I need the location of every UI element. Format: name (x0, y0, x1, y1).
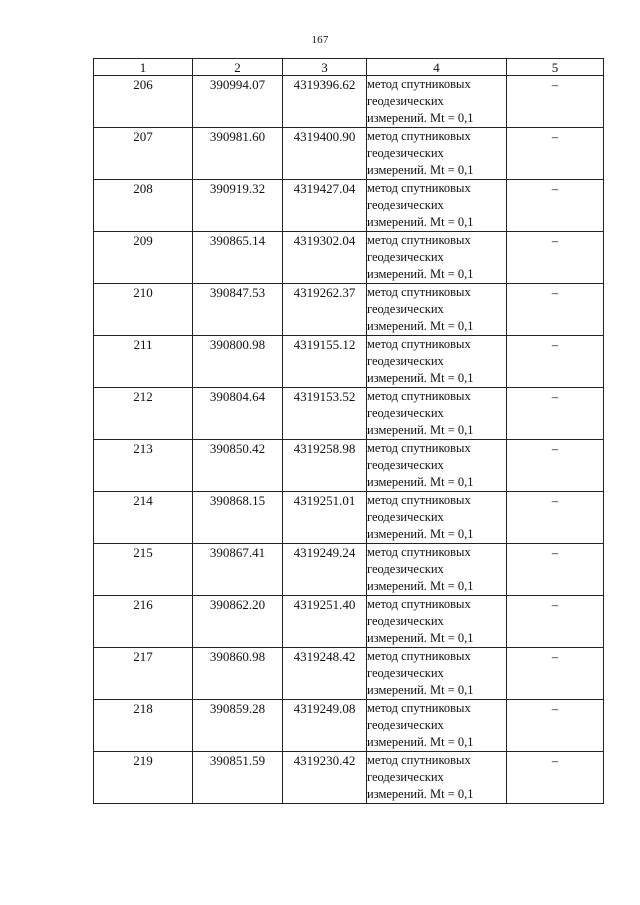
point-number-cell: 212 (94, 388, 193, 440)
method-line: метод спутниковых (367, 129, 471, 143)
y-coordinate-cell: 4319262.37 (283, 284, 367, 336)
table-header-row (94, 59, 604, 76)
point-number-cell: 209 (94, 232, 193, 284)
method-line: метод спутниковых (367, 649, 471, 663)
x-coordinate-cell: 390847.53 (193, 284, 283, 336)
point-number-cell: 214 (94, 492, 193, 544)
y-coordinate-cell: 4319230.42 (283, 752, 367, 804)
x-coordinate-cell: 390860.98 (193, 648, 283, 700)
note-cell: – (507, 752, 604, 804)
method-line: геодезических (367, 354, 444, 368)
method-line: измерений. Mt = 0,1 (367, 735, 474, 749)
note-cell: – (507, 596, 604, 648)
note-cell: – (507, 492, 604, 544)
note-cell: – (507, 648, 604, 700)
table-row (94, 544, 604, 596)
x-coordinate-cell: 390859.28 (193, 700, 283, 752)
method-line: геодезических (367, 718, 444, 732)
y-coordinate-cell: 4319249.08 (283, 700, 367, 752)
x-coordinate-cell: 390865.14 (193, 232, 283, 284)
table-row (94, 492, 604, 544)
y-coordinate-cell: 4319258.98 (283, 440, 367, 492)
note-cell: – (507, 232, 604, 284)
point-number-cell: 213 (94, 440, 193, 492)
y-coordinate-cell: 4319400.90 (283, 128, 367, 180)
method-line: геодезических (367, 562, 444, 576)
method-line: измерений. Mt = 0,1 (367, 683, 474, 697)
y-coordinate-cell: 4319251.40 (283, 596, 367, 648)
method-cell (367, 752, 507, 804)
x-coordinate-cell: 390800.98 (193, 336, 283, 388)
point-number-cell: 216 (94, 596, 193, 648)
point-number-cell: 219 (94, 752, 193, 804)
method-line: метод спутниковых (367, 441, 471, 455)
table-row (94, 336, 604, 388)
method-cell (367, 440, 507, 492)
table-row (94, 232, 604, 284)
method-line: геодезических (367, 94, 444, 108)
method-cell (367, 648, 507, 700)
table-row (94, 596, 604, 648)
y-coordinate-cell: 4319155.12 (283, 336, 367, 388)
note-cell: – (507, 544, 604, 596)
method-line: геодезических (367, 406, 444, 420)
table-body (94, 76, 604, 804)
table-row (94, 752, 604, 804)
y-coordinate-cell: 4319248.42 (283, 648, 367, 700)
point-number-cell: 217 (94, 648, 193, 700)
method-line: измерений. Mt = 0,1 (367, 215, 474, 229)
method-cell (367, 544, 507, 596)
page-number: 167 (311, 34, 329, 46)
method-line: измерений. Mt = 0,1 (367, 371, 474, 385)
method-line: метод спутниковых (367, 701, 471, 715)
x-coordinate-cell: 390867.41 (193, 544, 283, 596)
method-line: измерений. Mt = 0,1 (367, 579, 474, 593)
method-line: измерений. Mt = 0,1 (367, 787, 474, 801)
y-coordinate-cell: 4319153.52 (283, 388, 367, 440)
method-line: геодезических (367, 250, 444, 264)
method-line: измерений. Mt = 0,1 (367, 631, 474, 645)
x-coordinate-cell: 390981.60 (193, 128, 283, 180)
note-cell: – (507, 388, 604, 440)
point-number-cell: 210 (94, 284, 193, 336)
method-line: метод спутниковых (367, 597, 471, 611)
method-line: метод спутниковых (367, 181, 471, 195)
table-row (94, 648, 604, 700)
table-row (94, 76, 604, 128)
note-cell: – (507, 76, 604, 128)
table-row (94, 128, 604, 180)
method-line: метод спутниковых (367, 285, 471, 299)
table-row (94, 180, 604, 232)
method-cell (367, 700, 507, 752)
column-header-2: 2 (193, 59, 283, 76)
note-cell: – (507, 128, 604, 180)
method-line: метод спутниковых (367, 389, 471, 403)
method-cell (367, 128, 507, 180)
y-coordinate-cell: 4319302.04 (283, 232, 367, 284)
method-line: геодезических (367, 770, 444, 784)
method-cell (367, 492, 507, 544)
y-coordinate-cell: 4319427.04 (283, 180, 367, 232)
column-header-4: 4 (367, 59, 507, 76)
method-line: измерений. Mt = 0,1 (367, 527, 474, 541)
method-line: геодезических (367, 666, 444, 680)
table-row (94, 440, 604, 492)
method-line: измерений. Mt = 0,1 (367, 423, 474, 437)
y-coordinate-cell: 4319251.01 (283, 492, 367, 544)
point-number-cell: 211 (94, 336, 193, 388)
method-line: метод спутниковых (367, 233, 471, 247)
method-line: геодезических (367, 458, 444, 472)
x-coordinate-cell: 390994.07 (193, 76, 283, 128)
note-cell: – (507, 284, 604, 336)
column-header-5: 5 (507, 59, 604, 76)
point-number-cell: 207 (94, 128, 193, 180)
table-row (94, 700, 604, 752)
method-line: геодезических (367, 302, 444, 316)
method-cell (367, 180, 507, 232)
point-number-cell: 208 (94, 180, 193, 232)
method-cell (367, 232, 507, 284)
method-cell (367, 596, 507, 648)
column-header-1: 1 (94, 59, 193, 76)
table-row (94, 388, 604, 440)
x-coordinate-cell: 390851.59 (193, 752, 283, 804)
point-number-cell: 215 (94, 544, 193, 596)
x-coordinate-cell: 390850.42 (193, 440, 283, 492)
method-line: метод спутниковых (367, 545, 471, 559)
method-line: метод спутниковых (367, 77, 471, 91)
x-coordinate-cell: 390868.15 (193, 492, 283, 544)
method-line: измерений. Mt = 0,1 (367, 319, 474, 333)
method-line: метод спутниковых (367, 493, 471, 507)
x-coordinate-cell: 390862.20 (193, 596, 283, 648)
point-number-cell: 218 (94, 700, 193, 752)
x-coordinate-cell: 390919.32 (193, 180, 283, 232)
method-line: измерений. Mt = 0,1 (367, 111, 474, 125)
table-row (94, 284, 604, 336)
method-line: измерений. Mt = 0,1 (367, 267, 474, 281)
method-line: геодезических (367, 614, 444, 628)
coordinates-table (93, 58, 604, 804)
note-cell: – (507, 336, 604, 388)
note-cell: – (507, 180, 604, 232)
method-line: измерений. Mt = 0,1 (367, 475, 474, 489)
note-cell: – (507, 700, 604, 752)
method-cell (367, 336, 507, 388)
method-line: геодезических (367, 510, 444, 524)
method-line: геодезических (367, 146, 444, 160)
method-line: измерений. Mt = 0,1 (367, 163, 474, 177)
method-cell (367, 284, 507, 336)
y-coordinate-cell: 4319396.62 (283, 76, 367, 128)
point-number-cell: 206 (94, 76, 193, 128)
column-header-3: 3 (283, 59, 367, 76)
method-line: метод спутниковых (367, 753, 471, 767)
y-coordinate-cell: 4319249.24 (283, 544, 367, 596)
method-cell (367, 76, 507, 128)
method-line: метод спутниковых (367, 337, 471, 351)
x-coordinate-cell: 390804.64 (193, 388, 283, 440)
method-line: геодезических (367, 198, 444, 212)
note-cell: – (507, 440, 604, 492)
method-cell (367, 388, 507, 440)
